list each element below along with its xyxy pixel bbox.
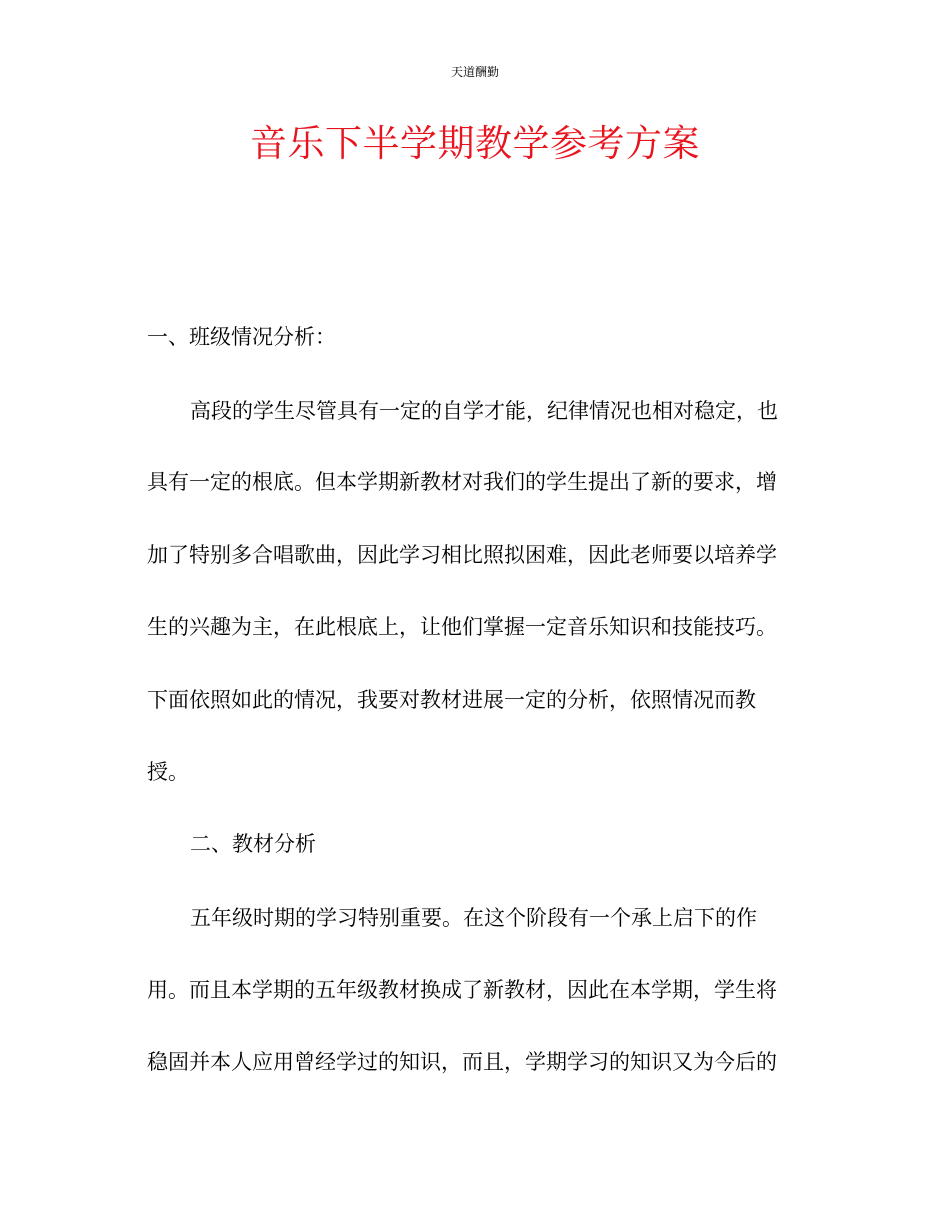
document-title: 音乐下半学期教学参考方案 — [250, 122, 700, 165]
paragraph-line: 稳固并本人应用曾经学过的知识，而且，学期学习的知识又为今后的 — [147, 1050, 777, 1074]
paragraph-line: 用。而且本学期的五年级教材换成了新教材，因此在本学期，学生将 — [147, 978, 777, 1002]
paragraph-line: 高段的学生尽管具有一定的自学才能，纪律情况也相对稳定，也 — [190, 399, 778, 423]
paragraph-line: 具有一定的根底。但本学期新教材对我们的学生提出了新的要求，增 — [147, 470, 777, 494]
paragraph-line: 生的兴趣为主，在此根底上，让他们掌握一定音乐知识和技能技巧。 — [147, 615, 777, 639]
paragraph-line: 五年级时期的学习特别重要。在这个阶段有一个承上启下的作 — [190, 906, 757, 930]
section-heading-class-analysis: 一、班级情况分析： — [147, 325, 336, 349]
section-heading-textbook-analysis: 二、教材分析 — [190, 832, 316, 856]
paragraph-line: 加了特别多合唱歌曲，因此学习相比照拟困难，因此老师要以培养学 — [147, 543, 777, 567]
paragraph-line: 下面依照如此的情况，我要对教材进展一定的分析，依照情况而教 — [147, 688, 756, 712]
page-header: 天道酬勤 — [450, 65, 499, 79]
paragraph-line: 授。 — [147, 760, 189, 784]
